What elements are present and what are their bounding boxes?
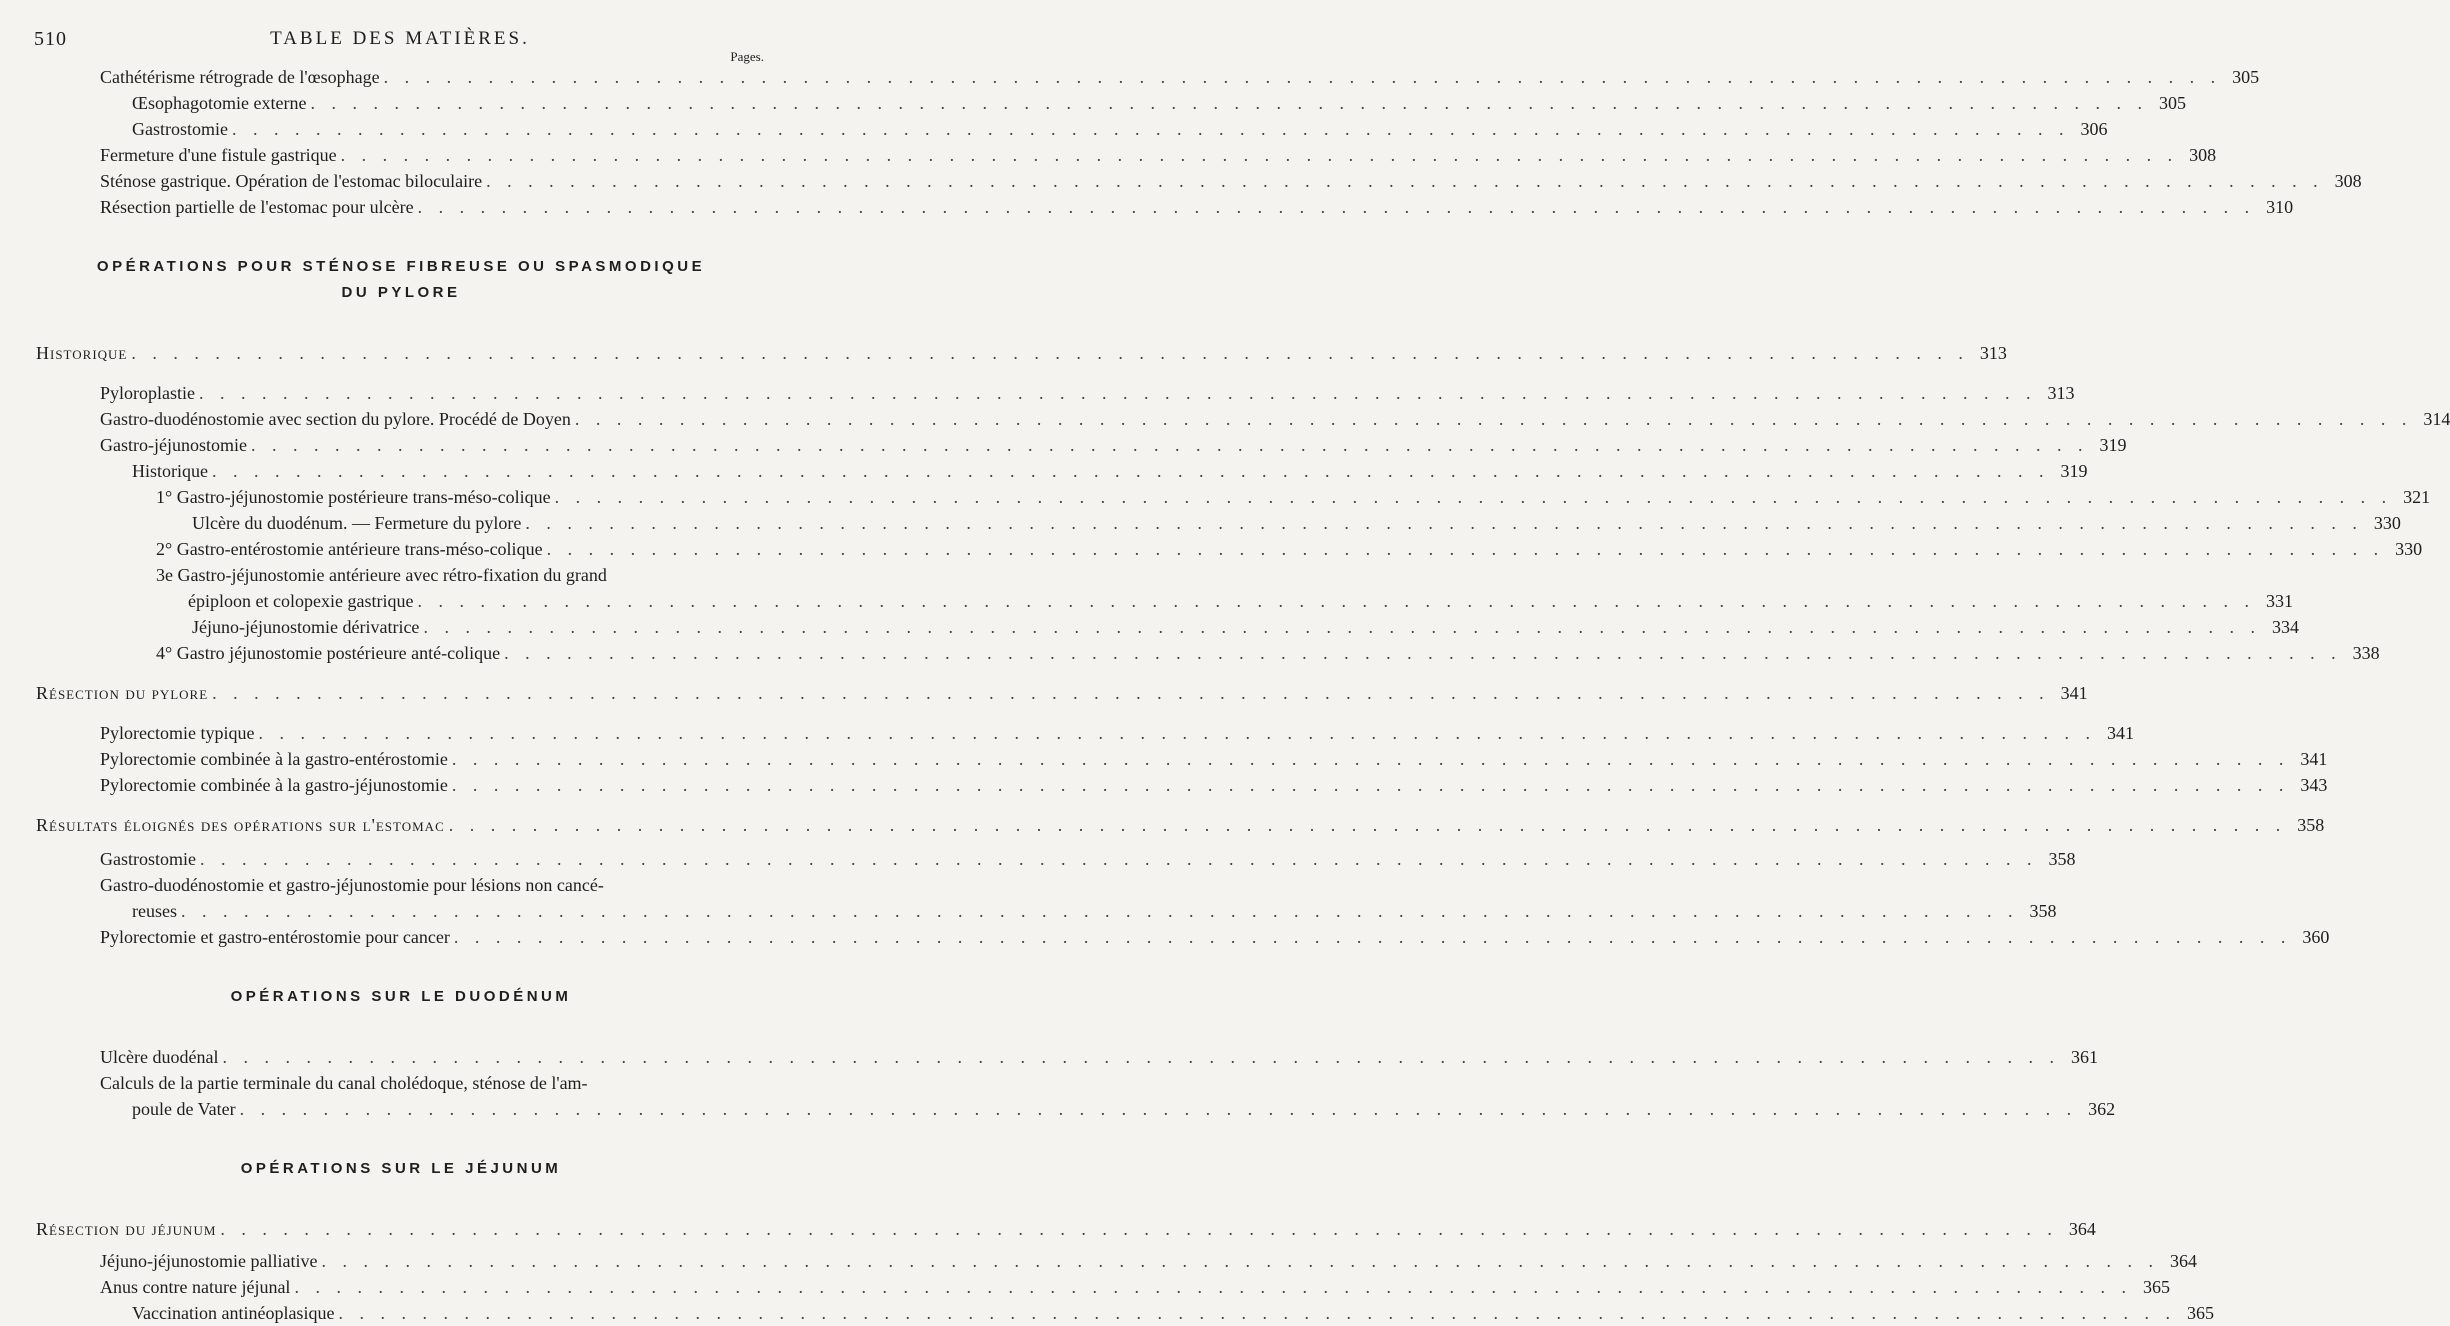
section-heading: OPÉRATIONS SUR LE JÉJUNUM — [240, 1160, 562, 1177]
toc-entry-multiline: 3e Gastro-jéjunostomie antérieure avec rétro-fixation du grand épiploon et colopexie gastrique . . . 331 — [36, 562, 766, 614]
toc-entry: Gastro-jéjunostomie . . . 319 — [36, 432, 766, 458]
toc-entry: Ulcère duodénal . . . 361 — [36, 1044, 766, 1070]
toc-entry: Ulcère du duodénum. — Fermeture du pylore . . . 330 — [36, 510, 766, 536]
page-number: 510 — [34, 28, 67, 50]
toc-entry: 1° Gastro-jéjunostomie postérieure trans-méso-colique . . . 321 — [36, 484, 766, 510]
toc-section-entry: Résection du pylore . . . 341 — [36, 680, 766, 706]
toc-entry: Vaccination antinéoplasique . . . 365 — [36, 1300, 766, 1326]
toc-section-entry: Historique . . . 313 — [36, 340, 766, 366]
toc-section-entry: Résection du jéjunum . . . 364 — [36, 1216, 766, 1242]
toc-entry: 4° Gastro jéjunostomie postérieure anté-colique . . . 338 — [36, 640, 766, 666]
toc-entry: Historique . . . 319 — [36, 458, 766, 484]
table-of-contents — [36, 64, 2450, 1326]
toc-entry: Gastrostomie . . . 358 — [36, 846, 766, 872]
toc-entry: Cathétérisme rétrograde de l'œsophage . . . 305 — [36, 64, 766, 90]
toc-entry: Résection partielle de l'estomac pour ulcère . . . 310 — [36, 194, 766, 220]
toc-entry: 2° Gastro-entérostomie antérieure trans-méso-colique . . . 330 — [36, 536, 766, 562]
toc-entry: Fermeture d'une fistule gastrique . . . 308 — [36, 142, 766, 168]
toc-entry-multiline: Gastro-duodénostomie et gastro-jéjunostomie pour lésions non cancé- reuses . . . 358 — [36, 872, 766, 924]
toc-entry: Pylorectomie combinée à la gastro-entérostomie . . . 341 — [36, 746, 766, 772]
toc-entry: Anus contre nature jéjunal . . . 365 — [36, 1274, 766, 1300]
toc-entry: Pylorectomie et gastro-entérostomie pour cancer . . . 360 — [36, 924, 766, 950]
toc-entry: Gastrostomie . . . 306 — [36, 116, 766, 142]
toc-entry: Œsophagotomie externe . . . 305 — [36, 90, 766, 116]
toc-entry: Jéjuno-jéjunostomie palliative . . . 364 — [36, 1248, 766, 1274]
toc-entry: Gastro-duodénostomie avec section du pylore. Procédé de Doyen . . . 314 — [36, 406, 766, 432]
toc-entry: Pyloroplastie . . . 313 — [36, 380, 766, 406]
pages-column-label: Pages. — [730, 49, 764, 64]
page-header — [30, 28, 770, 52]
toc-entry: Sténose gastrique. Opération de l'estomac biloculaire . . . 308 — [36, 168, 766, 194]
section-heading: OPÉRATIONS SUR LE DUODÉNUM — [230, 988, 572, 1005]
section-heading: OPÉRATIONS POUR STÉNOSE FIBREUSE OU SPASMODIQUE — [96, 258, 706, 275]
toc-entry-multiline: Calculs de la partie terminale du canal cholédoque, sténose de l'am- poule de Vater . . . 362 — [36, 1070, 766, 1122]
toc-entry: Jéjuno-jéjunostomie dérivatrice . . . 334 — [36, 614, 766, 640]
section-heading-cont: DU PYLORE — [341, 284, 461, 301]
toc-entry: Pylorectomie typique . . . 341 — [36, 720, 766, 746]
toc-entry: Pylorectomie combinée à la gastro-jéjunostomie . . . 343 — [36, 772, 766, 798]
running-title: TABLE DES MATIÈRES. — [270, 28, 530, 49]
toc-section-entry: Résultats éloignés des opérations sur l'estomac . . . 358 — [36, 812, 766, 838]
